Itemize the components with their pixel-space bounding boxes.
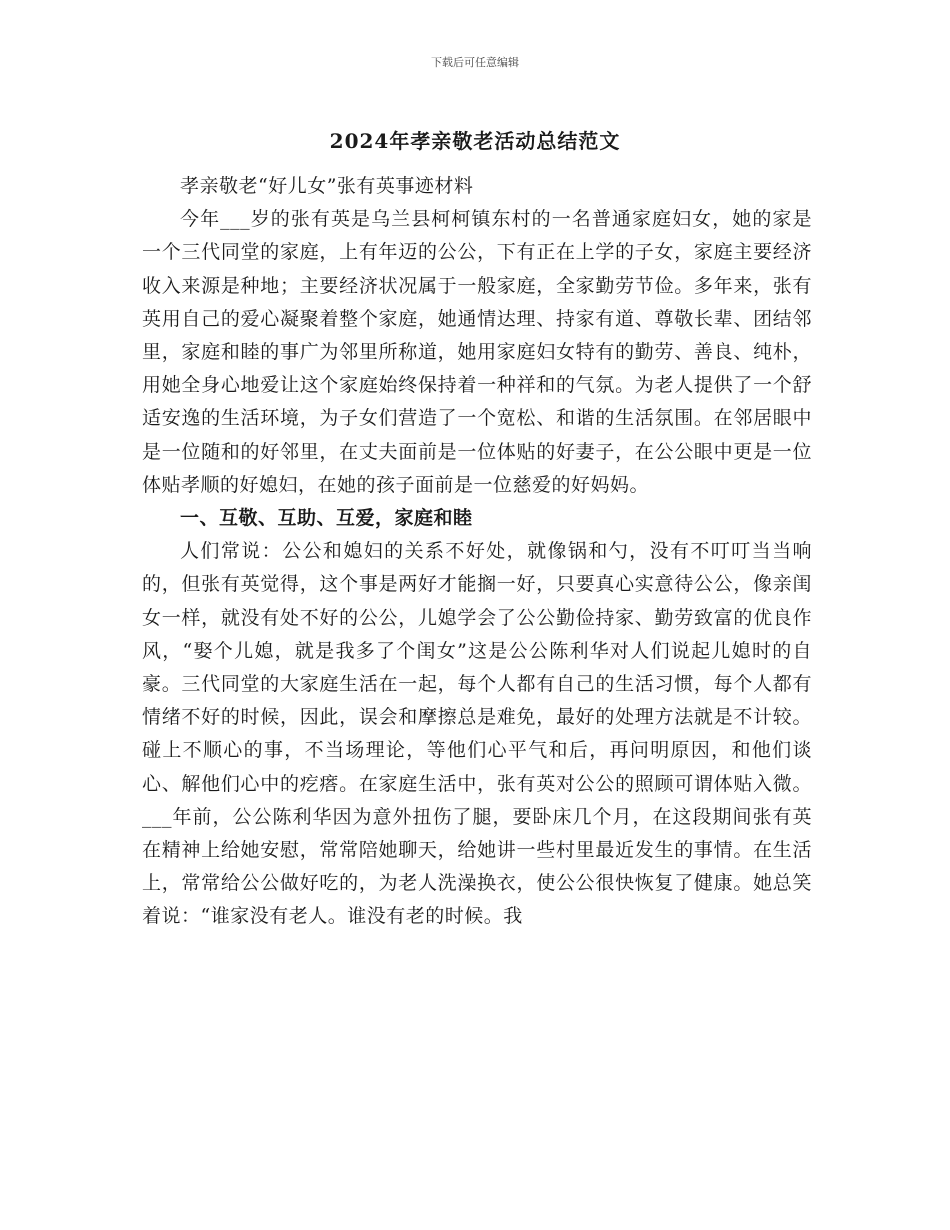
document-body bbox=[142, 170, 812, 934]
document-title: 2024年孝亲敬老活动总结范文 bbox=[329, 129, 621, 153]
paragraph-intro: 今年___岁的张有英是乌兰县柯柯镇东村的一名普通家庭妇女，她的家是一个三代同堂的家庭，上有年迈的公公，下有正在上学的子女，家庭主要经济收入来源是种地；主要经济状况属于一般家庭，全家勤劳节俭。多年来，张有英用自己的爱心凝聚着整个家庭，她通情达理、持家有道、尊敬长辈、团结邻里，家庭和睦的事广为邻里所称道，她用家庭妇女特有的勤劳、善良、纯朴，用她全身心地爱让这个家庭始终保持着一种祥和的气氛。为老人提供了一个舒适安逸的生活环境，为子女们营造了一个宽松、和谐的生活氛围。在邻居眼中是一位随和的好邻里，在丈夫面前是一位体贴的好妻子，在公公眼中更是一位体贴孝顺的好媳妇，在她的孩子面前是一位慈爱的好妈妈。 bbox=[142, 208, 812, 496]
header-note: 下载后可任意编辑 bbox=[431, 56, 519, 69]
paragraph-section-body: 人们常说：公公和媳妇的关系不好处，就像锅和勺，没有不叮叮当当响的，但张有英觉得，这个事是两好才能搁一好，只要真心实意待公公，像亲闺女一样，就没有处不好的公公，儿媳学会了公公勤俭持家、勤劳致富的优良作风，“娶个儿媳，就是我多了个闺女”这是公公陈利华对人们说起儿媳时的自豪。三代同堂的大家庭生活在一起，每个人都有自己的生活习惯，每个人都有情绪不好的时候，因此，误会和摩擦总是难免，最好的处理方法就是不计较。碰上不顺心的事，不当场理论，等他们心平气和后，再问明原因，和他们谈心、解他们心中的疙瘩。在家庭生活中，张有英对公公的照顾可谓体贴入微。___年前，公公陈利华因为意外扭伤了腿，要卧床几个月，在这段期间张有英在精神上给她安慰，常常陪她聊天，给她讲一些村里最近发生的事情。在生活上，常常给公公做好吃的，为老人洗澡换衣，使公公很快恢复了健康。她总笑着说：“谁家没有老人。谁没有老的时候。我 bbox=[142, 540, 812, 928]
paragraph-subtitle: 孝亲敬老“好儿女”张有英事迹材料 bbox=[180, 175, 474, 197]
section-heading: 一、互敬、互助、互爱，家庭和睦 bbox=[180, 507, 473, 530]
